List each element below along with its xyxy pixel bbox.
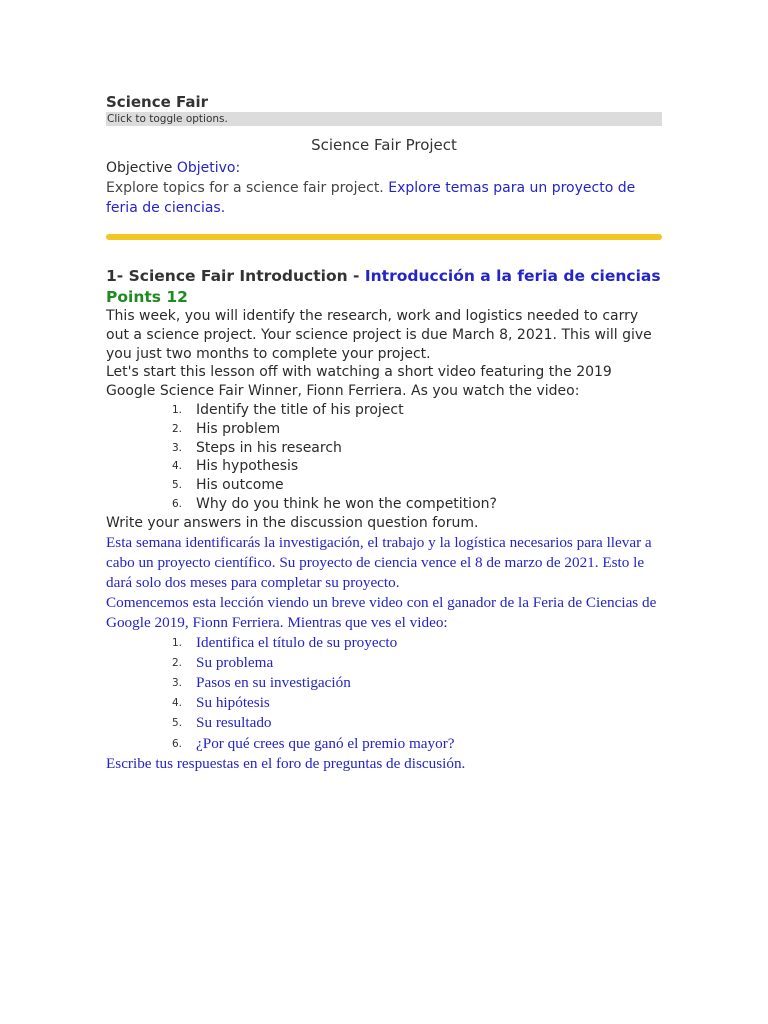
list-item: 6. ¿Por qué crees que ganó el premio mayor? [172,734,455,752]
project-title: Science Fair Project [311,136,457,154]
lesson-page [106,92,662,774]
page-title: Science Fair [106,93,209,111]
intro-paragraph: This week, you will identify the research, work and logistics needed to carry out a science project. Your science project is due March 8, 2021. This will give you just two months to complete your project. [106,308,652,362]
video-paragraph: Let's start this lesson off with watching a short video featuring the 2019 Google Science Fair Winner, Fionn Ferriera. As you watch the video: [106,364,612,400]
section-divider [106,234,662,240]
section-heading-es: Introducción a la feria de ciencias [364,267,661,285]
closing-instruction: Write your answers in the discussion question forum. [106,514,479,531]
video-paragraph-es: Comencemos esta lección viendo un breve video con el ganador de la Feria de Ciencias de Google 2019, Fionn Ferriera. Mientras que ves el video: [106,593,657,631]
objective-label: Objective [106,160,173,176]
objective-text-en: Explore topics for a science fair project. [106,180,384,196]
list-item: 4. His hypothesis [172,458,299,475]
points-label: Points 12 [106,288,188,306]
toggle-options-bar[interactable]: Click to toggle options. [106,112,662,126]
list-item: 5. Su resultado [172,714,272,732]
closing-instruction-es: Escribe tus respuestas en el foro de preguntas de discusión. [106,754,466,772]
list-item: 3. Steps in his research [172,439,342,456]
questions-list-en [106,401,662,514]
list-item: 3. Pasos en su investigación [172,673,351,691]
questions-list-es [106,633,662,754]
objective-heading [106,159,662,178]
list-item: 5. His outcome [172,477,284,494]
objective-text-es: Explore temas para un proyecto de feria de ciencias. [106,180,636,216]
list-item: 6. Why do you think he won the competition? [172,495,497,512]
intro-paragraph-es: Esta semana identificarás la investigación, el trabajo y la logística necesarios para llevar a cabo un proyecto científico. Su proyecto de ciencia vence el 8 de marzo de 2021. Esto le dará solo dos meses para completar su proyecto. [106,533,652,591]
list-item: 1. Identify the title of his project [172,401,404,418]
list-item: 2. His problem [172,420,281,437]
list-item: 4. Su hipótesis [172,694,270,712]
objective-text [106,179,662,218]
list-item: 2. Su problema [172,653,274,671]
section-heading-en: 1- Science Fair Introduction - [106,267,365,285]
list-item: 1. Identifica el título de su proyecto [172,633,398,651]
section-heading [106,266,662,287]
objective-label-es: Objetivo: [176,160,241,176]
